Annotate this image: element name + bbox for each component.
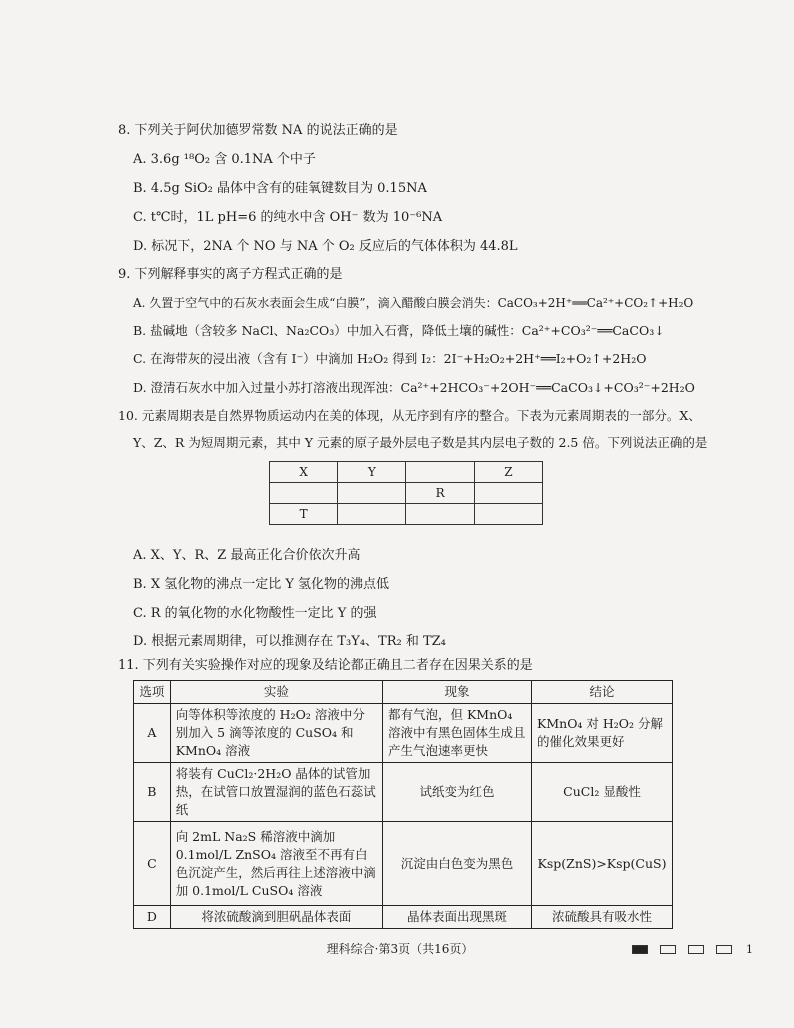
experiment-header-row	[134, 681, 673, 704]
table-row	[134, 906, 673, 929]
table-row	[134, 763, 673, 822]
q8-title: 8. 下列关于阿伏加德罗常数 NA 的说法正确的是	[118, 123, 398, 138]
row-option: C	[134, 822, 171, 906]
periodic-cell	[338, 504, 406, 525]
empty-square-icon	[688, 945, 704, 954]
q9-option-b: B. 盐碱地（含较多 NaCl、Na₂CO₃）中加入石膏，降低土壤的碱性：Ca²⁺+CO₃²⁻══CaCO₃↓	[133, 323, 665, 338]
q10-line1: 10. 元素周期表是自然界物质运动内在美的体现，从无序到有序的整合。下表为元素周期表的一部分。X、	[118, 408, 701, 423]
periodic-cell	[406, 504, 474, 525]
q10-option-a: A. X、Y、R、Z 最高正化合价依次升高	[133, 548, 361, 563]
row-experiment: 将装有 CuCl₂·2H₂O 晶体的试管加热，在试管口放置湿润的蓝色石蕊试纸	[170, 763, 382, 822]
periodic-cell: T	[270, 504, 338, 525]
empty-square-icon	[660, 945, 676, 954]
table-row	[134, 704, 673, 763]
row-conclusion: 浓硫酸具有吸水性	[532, 906, 673, 929]
row-phenomenon: 晶体表面出现黑斑	[382, 906, 531, 929]
header-option: 选项	[134, 681, 171, 704]
row-option: B	[134, 763, 171, 822]
header-conclusion: 结论	[532, 681, 673, 704]
row-option: D	[134, 906, 171, 929]
periodic-cell	[474, 483, 542, 504]
q9-option-d: D. 澄清石灰水中加入过量小苏打溶液出现浑浊：Ca²⁺+2HCO₃⁻+2OH⁻══CaCO₃↓+CO₃²⁻+2H₂O	[133, 380, 695, 395]
q8-option-c: C. t℃时，1L pH=6 的纯水中含 OH⁻ 数为 10⁻⁶NA	[133, 210, 443, 225]
periodic-cell: X	[270, 462, 338, 483]
q8-option-a: A. 3.6g ¹⁸O₂ 含 0.1NA 个中子	[133, 152, 316, 167]
q9-option-c: C. 在海带灰的浸出液（含有 I⁻）中滴加 H₂O₂ 得到 I₂：2I⁻+H₂O₂+2H⁺══I₂+O₂↑+2H₂O	[133, 351, 647, 366]
row-experiment: 向等体积等浓度的 H₂O₂ 溶液中分别加入 5 滴等浓度的 CuSO₄ 和 KMnO₄ 溶液	[170, 704, 382, 763]
periodic-cell	[474, 504, 542, 525]
row-conclusion: CuCl₂ 显酸性	[532, 763, 673, 822]
periodic-cell	[406, 462, 474, 483]
row-experiment: 向 2mL Na₂S 稀溶液中滴加 0.1mol/L ZnSO₄ 溶液至不再有白色沉淀产生，然后再往上述溶液中滴加 0.1mol/L CuSO₄ 溶液	[170, 822, 382, 906]
periodic-cell	[270, 483, 338, 504]
periodic-cell: R	[406, 483, 474, 504]
row-option: A	[134, 704, 171, 763]
q10-option-d: D. 根据元素周期律，可以推测存在 T₃Y₄、TR₂ 和 TZ₄	[133, 634, 446, 649]
q9-title: 9. 下列解释事实的离子方程式正确的是	[118, 267, 343, 282]
row-experiment: 将浓硫酸滴到胆矾晶体表面	[170, 906, 382, 929]
page-marks	[632, 943, 753, 956]
row-phenomenon: 都有气泡，但 KMnO₄ 溶液中有黑色固体生成且产生气泡速率更快	[382, 704, 531, 763]
q8-option-b: B. 4.5g SiO₂ 晶体中含有的硅氧键数目为 0.15NA	[133, 181, 427, 196]
experiment-table	[133, 680, 673, 929]
row-phenomenon: 沉淀由白色变为黑色	[382, 822, 531, 906]
periodic-table-fragment	[269, 461, 543, 525]
periodic-cell: Y	[338, 462, 406, 483]
periodic-row-3	[270, 504, 543, 525]
q9-option-a: A. 久置于空气中的石灰水表面会生成“白膜”，滴入醋酸白膜会消失：CaCO₃+2H⁺══Ca²⁺+CO₂↑+H₂O	[133, 296, 694, 310]
row-conclusion: Ksp(ZnS)>Ksp(CuS)	[532, 822, 673, 906]
table-row	[134, 822, 673, 906]
filled-square-icon	[632, 945, 648, 954]
q10-option-c: C. R 的氧化物的水化物酸性一定比 Y 的强	[133, 606, 377, 621]
q11-title: 11. 下列有关实验操作对应的现象及结论都正确且二者存在因果关系的是	[118, 658, 533, 673]
page-footer: 理科综合·第3页（共16页）	[326, 942, 474, 956]
row-phenomenon: 试纸变为红色	[382, 763, 531, 822]
q10-option-b: B. X 氢化物的沸点一定比 Y 氢化物的沸点低	[133, 577, 390, 592]
q8-option-d: D. 标况下，2NA 个 NO 与 NA 个 O₂ 反应后的气体体积为 44.8L	[133, 239, 518, 254]
periodic-cell	[338, 483, 406, 504]
page-mark-number: 1	[746, 943, 753, 956]
empty-square-icon	[716, 945, 732, 954]
periodic-row-2	[270, 483, 543, 504]
periodic-cell: Z	[474, 462, 542, 483]
row-conclusion: KMnO₄ 对 H₂O₂ 分解的催化效果更好	[532, 704, 673, 763]
periodic-row-1	[270, 462, 543, 483]
header-experiment: 实验	[170, 681, 382, 704]
header-phenomenon: 现象	[382, 681, 531, 704]
q10-line2: Y、Z、R 为短周期元素，其中 Y 元素的原子最外层电子数是其内层电子数的 2.5 倍。下列说法正确的是	[133, 435, 708, 450]
